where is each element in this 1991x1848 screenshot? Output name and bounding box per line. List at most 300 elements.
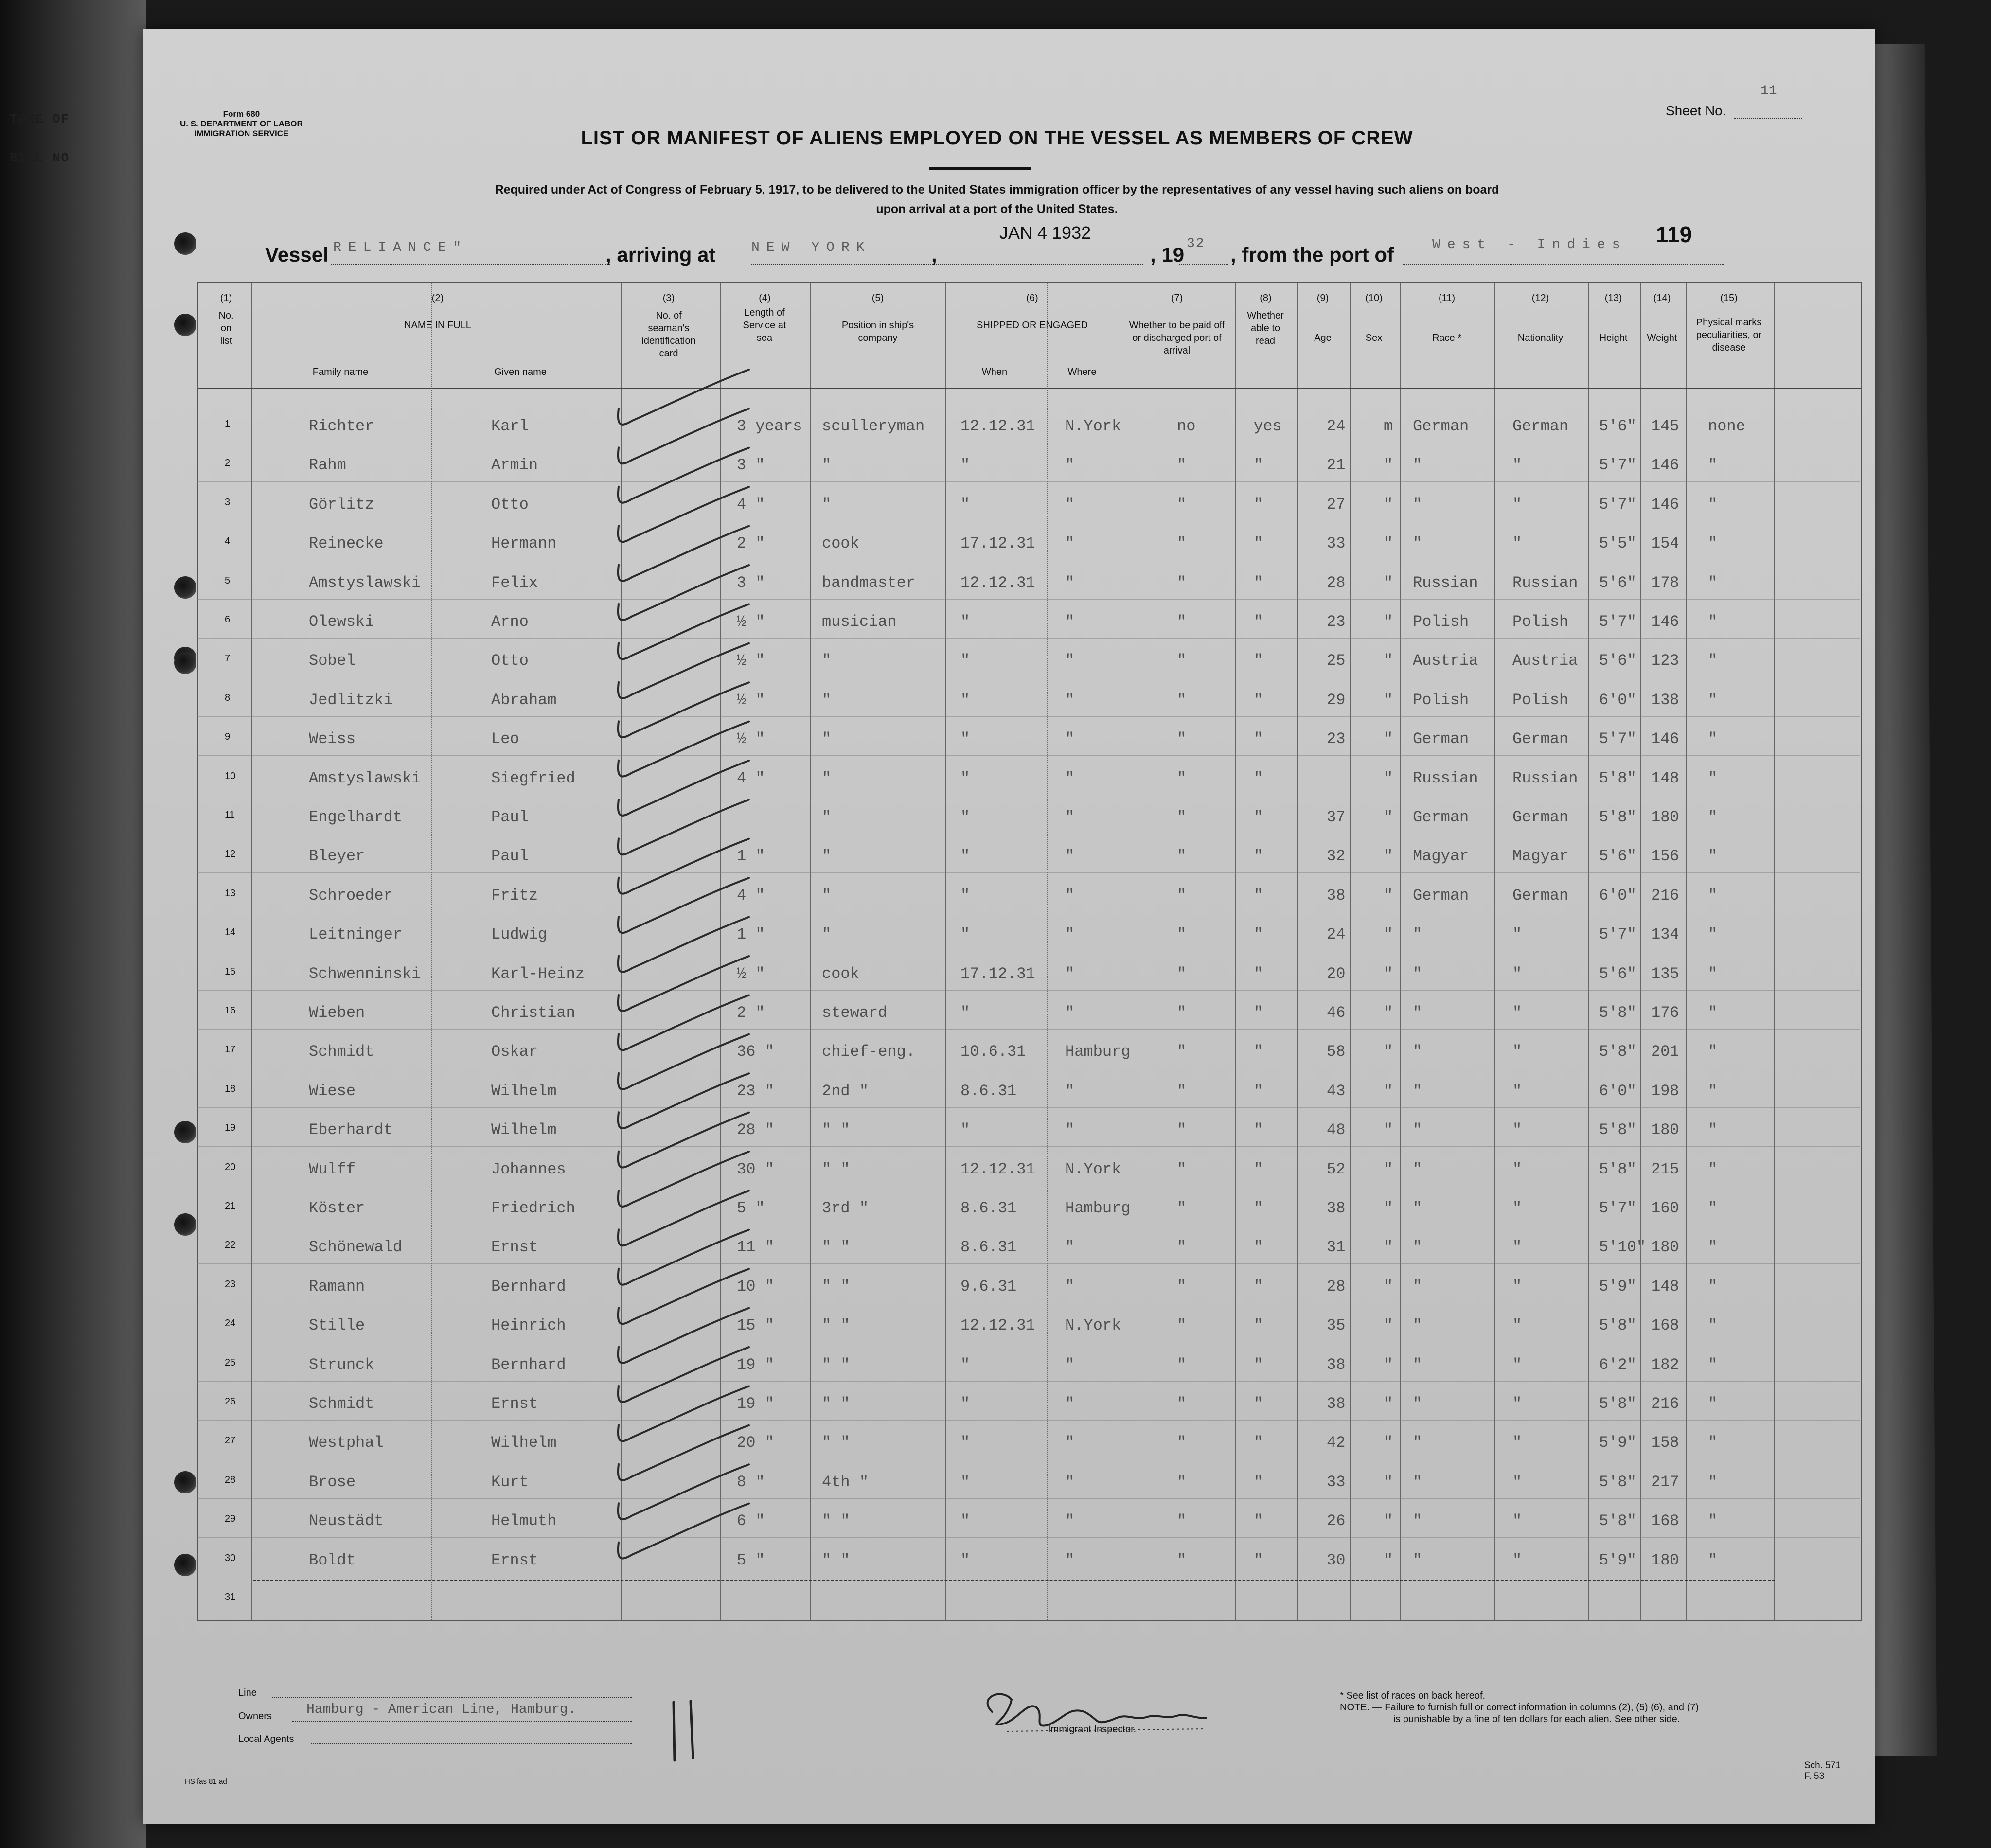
cell-given: Ernst	[491, 1551, 538, 1569]
cell-marks: "	[1708, 1004, 1718, 1022]
cell-age: 24	[1327, 417, 1346, 435]
cell-family: Rahm	[309, 456, 346, 475]
cell-read: "	[1254, 1395, 1263, 1413]
cell-service: 1 "	[737, 925, 765, 944]
row-rule	[197, 599, 1860, 600]
cell-position: " "	[822, 1434, 850, 1452]
row-rule	[197, 481, 1860, 482]
cell-height: 5'8"	[1599, 1473, 1636, 1491]
cell-weight: 216	[1651, 1395, 1679, 1413]
cell-race: "	[1413, 1277, 1422, 1296]
cell-race: Russian	[1413, 769, 1478, 787]
cell-when: "	[960, 1434, 970, 1452]
cell-family: Amstyslawski	[309, 769, 421, 787]
cell-weight: 145	[1651, 417, 1679, 435]
cell-read: "	[1254, 1160, 1263, 1178]
cell-sex: "	[1384, 1473, 1393, 1491]
cell-age: 42	[1327, 1434, 1346, 1452]
cell-race: "	[1413, 1355, 1422, 1374]
cell-read: "	[1254, 1434, 1263, 1452]
cell-weight: 201	[1651, 1043, 1679, 1061]
cell-sex: "	[1384, 769, 1393, 787]
cell-where: "	[1065, 847, 1075, 866]
cell-no: 5	[225, 575, 231, 586]
cell-age: 30	[1327, 1551, 1346, 1569]
cell-no: 12	[225, 849, 236, 860]
cell-position: sculleryman	[822, 417, 925, 435]
cell-family: Eberhardt	[309, 1121, 393, 1139]
left-margin-stamp	[10, 100, 70, 178]
col6-title: SHIPPED OR ENGAGED	[977, 320, 1088, 331]
cell-paid: "	[1177, 456, 1187, 475]
cell-age: 52	[1327, 1160, 1346, 1178]
cell-marks: "	[1708, 534, 1718, 553]
cell-height: 5'7"	[1599, 730, 1636, 748]
cell-marks: "	[1708, 573, 1718, 592]
cell-nationality: "	[1512, 1160, 1522, 1178]
cell-service: 36 "	[737, 1043, 774, 1061]
cell-given: Oskar	[491, 1043, 538, 1061]
cell-service: 3 "	[737, 573, 765, 592]
binder-hole	[174, 1213, 196, 1236]
cell-race: "	[1413, 1551, 1422, 1569]
cell-position: "	[822, 769, 832, 787]
cell-family: Stille	[309, 1316, 365, 1335]
immigrant-inspector-label: Immigrant Inspector.	[1048, 1724, 1137, 1735]
cell-read: "	[1254, 573, 1263, 592]
row-rule	[197, 1537, 1860, 1538]
cell-service: 3 years	[737, 417, 802, 435]
vessel-label: Vessel	[265, 243, 329, 266]
cell-position: "	[822, 925, 832, 944]
cell-height: 5'8"	[1599, 808, 1636, 826]
cell-where: "	[1065, 1004, 1075, 1022]
cell-given: Wilhelm	[491, 1121, 557, 1139]
cell-where: N.York	[1065, 417, 1121, 435]
cell-service: 6 "	[737, 1512, 765, 1530]
cell-marks: "	[1708, 691, 1718, 709]
cell-nationality: "	[1512, 456, 1522, 475]
cell-service: 28 "	[737, 1121, 774, 1139]
cell-marks: "	[1708, 652, 1718, 670]
cell-paid: no	[1177, 417, 1196, 435]
cell-when: "	[960, 1004, 970, 1022]
cell-marks: "	[1708, 964, 1718, 983]
cell-weight: 178	[1651, 573, 1679, 592]
manifest-number: 119	[1656, 222, 1692, 247]
races-note: * See list of races on back hereof.	[1340, 1690, 1486, 1701]
cell-paid: "	[1177, 925, 1187, 944]
cell-race: "	[1413, 1199, 1422, 1217]
binder-hole	[174, 1471, 196, 1493]
cell-position: "	[822, 652, 832, 670]
cell-position: " "	[822, 1551, 850, 1569]
cell-no: 30	[225, 1552, 236, 1564]
page-title: LIST OR MANIFEST OF ALIENS EMPLOYED ON THE VESSEL AS MEMBERS OF CREW	[581, 127, 1413, 149]
year-dotline	[1179, 264, 1228, 265]
cell-weight: 156	[1651, 847, 1679, 866]
cell-read: "	[1254, 1043, 1263, 1061]
penalty-note-1: NOTE. — Failure to furnish full or correct information in columns (2), (5) (6), and (7)	[1340, 1702, 1699, 1713]
cell-weight: 180	[1651, 808, 1679, 826]
cell-no: 3	[225, 497, 231, 508]
cell-height: 5'7"	[1599, 1199, 1636, 1217]
cell-where: "	[1065, 1238, 1075, 1257]
cell-no: 6	[225, 614, 231, 625]
cell-where: "	[1065, 1473, 1075, 1491]
cell-no: 26	[225, 1396, 236, 1407]
cell-no: 2	[225, 458, 231, 469]
col7-title: Whether to be paid off or discharged port of arrival	[1129, 320, 1225, 356]
cell-nationality: German	[1512, 808, 1569, 826]
scan-dark-border	[0, 0, 146, 1848]
cell-weight: 168	[1651, 1512, 1679, 1530]
cell-height: 5'7"	[1599, 925, 1636, 944]
cell-height: 5'6"	[1599, 652, 1636, 670]
cell-age: 46	[1327, 1004, 1346, 1022]
cell-where: "	[1065, 456, 1075, 475]
cell-nationality: Russian	[1512, 769, 1578, 787]
cell-race: "	[1413, 1160, 1422, 1178]
cell-paid: "	[1177, 1395, 1187, 1413]
cell-height: 6'0"	[1599, 691, 1636, 709]
cell-height: 5'8"	[1599, 1160, 1636, 1178]
cell-when: 17.12.31	[960, 534, 1035, 553]
cell-when: "	[960, 691, 970, 709]
cell-no: 27	[225, 1435, 236, 1446]
cell-sex: "	[1384, 456, 1393, 475]
check-stroke	[618, 1504, 749, 1559]
cell-read: "	[1254, 495, 1263, 514]
cell-race: German	[1413, 417, 1469, 435]
row-rule	[197, 1498, 1860, 1499]
cell-paid: "	[1177, 886, 1187, 905]
cell-family: Wieben	[309, 1004, 365, 1022]
cell-when: "	[960, 495, 970, 514]
owners-dotline	[292, 1721, 632, 1722]
cell-service: 2 "	[737, 534, 765, 553]
cell-paid: "	[1177, 691, 1187, 709]
cell-service: 2 "	[737, 1004, 765, 1022]
cell-read: "	[1254, 534, 1263, 553]
cell-family: Wiese	[309, 1082, 356, 1100]
vessel-name: RELIANCE"	[333, 240, 468, 255]
col15-header	[1688, 292, 1770, 354]
cell-age: 23	[1327, 730, 1346, 748]
cell-family: Neustädt	[309, 1512, 384, 1530]
subtitle-line1: Required under Act of Congress of February 5, 1917, to be delivered to the United States immigration officer by the representatives of any vessel having such aliens on board	[495, 183, 1499, 196]
form-number: Form 680	[223, 109, 260, 119]
cell-where: "	[1065, 769, 1075, 787]
cell-sex: "	[1384, 691, 1393, 709]
cell-where: "	[1065, 1082, 1075, 1100]
cell-no: 11	[225, 810, 235, 820]
cell-when: "	[960, 1551, 970, 1569]
cell-marks: "	[1708, 1473, 1718, 1491]
cell-sex: "	[1384, 1434, 1393, 1452]
row-rule	[197, 990, 1860, 991]
cell-race: "	[1413, 1043, 1422, 1061]
cell-weight: 146	[1651, 495, 1679, 514]
cell-no: 8	[225, 692, 231, 703]
inspector-signature	[973, 1678, 1216, 1756]
cell-weight: 123	[1651, 652, 1679, 670]
cell-given: Paul	[491, 808, 529, 826]
cell-paid: "	[1177, 573, 1187, 592]
cell-given: Ernst	[491, 1395, 538, 1413]
cell-when: "	[960, 1512, 970, 1530]
cell-marks: "	[1708, 1551, 1718, 1569]
cell-family: Jedlitzki	[309, 691, 393, 709]
cell-position: 4th "	[822, 1473, 869, 1491]
cell-given: Heinrich	[491, 1316, 566, 1335]
cell-height: 6'2"	[1599, 1355, 1636, 1374]
cell-read: "	[1254, 1473, 1263, 1491]
cell-sex: "	[1384, 1238, 1393, 1257]
cell-where: "	[1065, 1355, 1075, 1374]
cell-weight: 146	[1651, 613, 1679, 631]
title-underline	[929, 167, 1031, 170]
col1-header	[209, 292, 243, 347]
cell-age: 21	[1327, 456, 1346, 475]
header-bottom-rule	[198, 388, 1861, 389]
col10-header	[1350, 292, 1398, 344]
binder-hole	[174, 652, 196, 674]
cell-height: 5'8"	[1599, 1004, 1636, 1022]
cell-paid: "	[1177, 1004, 1187, 1022]
cell-race: "	[1413, 1512, 1422, 1530]
cell-weight: 158	[1651, 1434, 1679, 1452]
cell-marks: "	[1708, 456, 1718, 475]
cell-age: 27	[1327, 495, 1346, 514]
cell-marks: "	[1708, 1043, 1718, 1061]
cell-weight: 148	[1651, 1277, 1679, 1296]
binder-hole	[174, 232, 196, 255]
cell-weight: 180	[1651, 1238, 1679, 1257]
cell-given: Leo	[491, 730, 519, 748]
penalty-note-2: is punishable by a fine of ten dollars for each alien. See other side.	[1393, 1714, 1680, 1724]
cell-height: 5'6"	[1599, 417, 1636, 435]
cell-marks: "	[1708, 886, 1718, 905]
row-rule	[197, 872, 1860, 873]
cell-position: chief-eng.	[822, 1043, 916, 1061]
cell-no: 14	[225, 927, 236, 938]
cell-when: 9.6.31	[960, 1277, 1017, 1296]
cell-no: 13	[225, 888, 236, 899]
comma: ,	[931, 243, 937, 266]
cell-paid: "	[1177, 534, 1187, 553]
cell-where: "	[1065, 1277, 1075, 1296]
col4-title: Length of Service at sea	[743, 307, 786, 343]
cell-family: Olewski	[309, 613, 374, 631]
cell-age: 31	[1327, 1238, 1346, 1257]
cell-marks: "	[1708, 808, 1718, 826]
cell-height: 5'6"	[1599, 964, 1636, 983]
col12-title: Nationality	[1517, 333, 1564, 343]
cell-no: 25	[225, 1357, 236, 1368]
cell-service: ½ "	[737, 730, 765, 748]
cell-nationality: "	[1512, 925, 1522, 944]
cell-when: "	[960, 925, 970, 944]
cell-position: " "	[822, 1355, 850, 1374]
cell-service: 11 "	[737, 1238, 774, 1257]
cell-race: "	[1413, 495, 1422, 514]
cell-age: 28	[1327, 573, 1346, 592]
cell-service: 19 "	[737, 1395, 774, 1413]
cell-no: 31	[225, 1592, 236, 1602]
cell-given: Wilhelm	[491, 1082, 557, 1100]
cell-sex: "	[1384, 1277, 1393, 1296]
cell-weight: 176	[1651, 1004, 1679, 1022]
cell-no: 4	[225, 536, 231, 547]
cell-no: 20	[225, 1161, 236, 1173]
cell-given: Felix	[491, 573, 538, 592]
sheet-number-line	[1734, 118, 1802, 119]
cell-marks: "	[1708, 730, 1718, 748]
cell-service: 30 "	[737, 1160, 774, 1178]
cell-given: Christian	[491, 1004, 575, 1022]
cell-nationality: Polish	[1512, 691, 1569, 709]
cell-weight: 154	[1651, 534, 1679, 553]
cell-weight: 148	[1651, 769, 1679, 787]
cell-weight: 182	[1651, 1355, 1679, 1374]
col5-title: Position in ship's company	[841, 320, 914, 343]
cell-height: 5'7"	[1599, 613, 1636, 631]
col13-number: (13)	[1604, 293, 1622, 303]
col4-number: (4)	[759, 293, 771, 303]
cell-weight: 138	[1651, 691, 1679, 709]
cell-race: "	[1413, 1082, 1422, 1100]
cell-where: "	[1065, 495, 1075, 514]
binder-hole	[174, 314, 196, 336]
cell-nationality: "	[1512, 1473, 1522, 1491]
cell-age: 32	[1327, 847, 1346, 866]
cell-age: 28	[1327, 1277, 1346, 1296]
cell-height: 6'0"	[1599, 886, 1636, 905]
col2-header	[253, 292, 622, 332]
cell-paid: "	[1177, 1434, 1187, 1452]
cell-age: 38	[1327, 1355, 1346, 1374]
cell-sex: "	[1384, 925, 1393, 944]
owners-value: Hamburg - American Line, Hamburg.	[306, 1702, 576, 1717]
cell-height: 5'7"	[1599, 456, 1636, 475]
cell-age: 43	[1327, 1082, 1346, 1100]
cell-when: 12.12.31	[960, 1316, 1035, 1335]
cell-sex: m	[1384, 417, 1393, 435]
cell-paid: "	[1177, 1551, 1187, 1569]
col8-number: (8)	[1260, 293, 1272, 303]
col11-number: (11)	[1438, 293, 1456, 303]
cell-when: "	[960, 1355, 970, 1374]
col14-title: Weight	[1647, 333, 1677, 343]
cell-paid: "	[1177, 769, 1187, 787]
cell-age: 37	[1327, 808, 1346, 826]
col5-number: (5)	[871, 293, 884, 303]
cell-service: 10 "	[737, 1277, 774, 1296]
cell-nationality: "	[1512, 1004, 1522, 1022]
cell-service: ½ "	[737, 964, 765, 983]
cell-marks: "	[1708, 1238, 1718, 1257]
cell-position: 2nd "	[822, 1082, 869, 1100]
cell-nationality: "	[1512, 964, 1522, 983]
cell-paid: "	[1177, 730, 1187, 748]
cell-read: "	[1254, 1512, 1263, 1530]
cell-read: yes	[1254, 417, 1282, 435]
cell-when: 10.6.31	[960, 1043, 1026, 1061]
from-port-value: West - Indies	[1432, 237, 1627, 252]
vessel-dotline	[331, 264, 610, 265]
cell-read: "	[1254, 691, 1263, 709]
cell-family: Schönewald	[309, 1238, 403, 1257]
cell-age: 23	[1327, 613, 1346, 631]
cell-position: " "	[822, 1395, 850, 1413]
cell-when: "	[960, 730, 970, 748]
cell-race: Magyar	[1413, 847, 1469, 866]
cell-weight: 180	[1651, 1121, 1679, 1139]
schedule-line2: F. 53	[1804, 1771, 1825, 1781]
cell-given: Otto	[491, 495, 529, 514]
cell-weight: 168	[1651, 1316, 1679, 1335]
cell-given: Ernst	[491, 1238, 538, 1257]
cell-given: Paul	[491, 847, 529, 866]
col10-title: Sex	[1365, 333, 1383, 343]
cell-position: " "	[822, 1160, 850, 1178]
binder-hole	[174, 1121, 196, 1143]
col15-title: Physical marks peculiarities, or disease	[1696, 317, 1762, 353]
cell-age: 33	[1327, 534, 1346, 553]
cell-weight: 217	[1651, 1473, 1679, 1491]
cell-when: "	[960, 808, 970, 826]
cell-service: 5 "	[737, 1551, 765, 1569]
cell-age: 35	[1327, 1316, 1346, 1335]
cell-where: "	[1065, 964, 1075, 983]
cell-family: Görlitz	[309, 495, 374, 514]
cell-position: "	[822, 808, 832, 826]
cell-position: "	[822, 847, 832, 866]
cell-no: 21	[225, 1201, 236, 1211]
cell-no: 9	[225, 731, 231, 743]
where-header: Where	[1067, 367, 1097, 377]
print-code: HS fas 81 ad	[185, 1777, 227, 1786]
cell-given: Fritz	[491, 886, 538, 905]
cell-paid: "	[1177, 613, 1187, 631]
sheet-number-value: 11	[1760, 84, 1777, 99]
agents-dotline	[311, 1743, 632, 1744]
cell-family: Ramann	[309, 1277, 365, 1296]
col12-number: (12)	[1531, 293, 1549, 303]
cell-age: 26	[1327, 1512, 1346, 1530]
cell-weight: 180	[1651, 1551, 1679, 1569]
cell-family: Schmidt	[309, 1043, 374, 1061]
cell-no: 28	[225, 1474, 236, 1485]
row-rule	[197, 1029, 1860, 1030]
col6-number: (6)	[1026, 293, 1038, 303]
cell-family: Sobel	[309, 652, 356, 670]
cell-family: Köster	[309, 1199, 365, 1217]
col10-number: (10)	[1365, 293, 1383, 303]
cell-sex: "	[1384, 1316, 1393, 1335]
col3-title: No. of seaman's identification card	[641, 310, 696, 359]
cell-no: 15	[225, 966, 236, 977]
cell-service: 4 "	[737, 495, 765, 514]
col7-number: (7)	[1171, 293, 1183, 303]
cell-given: Johannes	[491, 1160, 566, 1178]
cell-read: "	[1254, 1004, 1263, 1022]
cell-marks: none	[1708, 417, 1745, 435]
cell-position: bandmaster	[822, 573, 916, 592]
cell-race: "	[1413, 1316, 1422, 1335]
cell-when: 8.6.31	[960, 1199, 1017, 1217]
